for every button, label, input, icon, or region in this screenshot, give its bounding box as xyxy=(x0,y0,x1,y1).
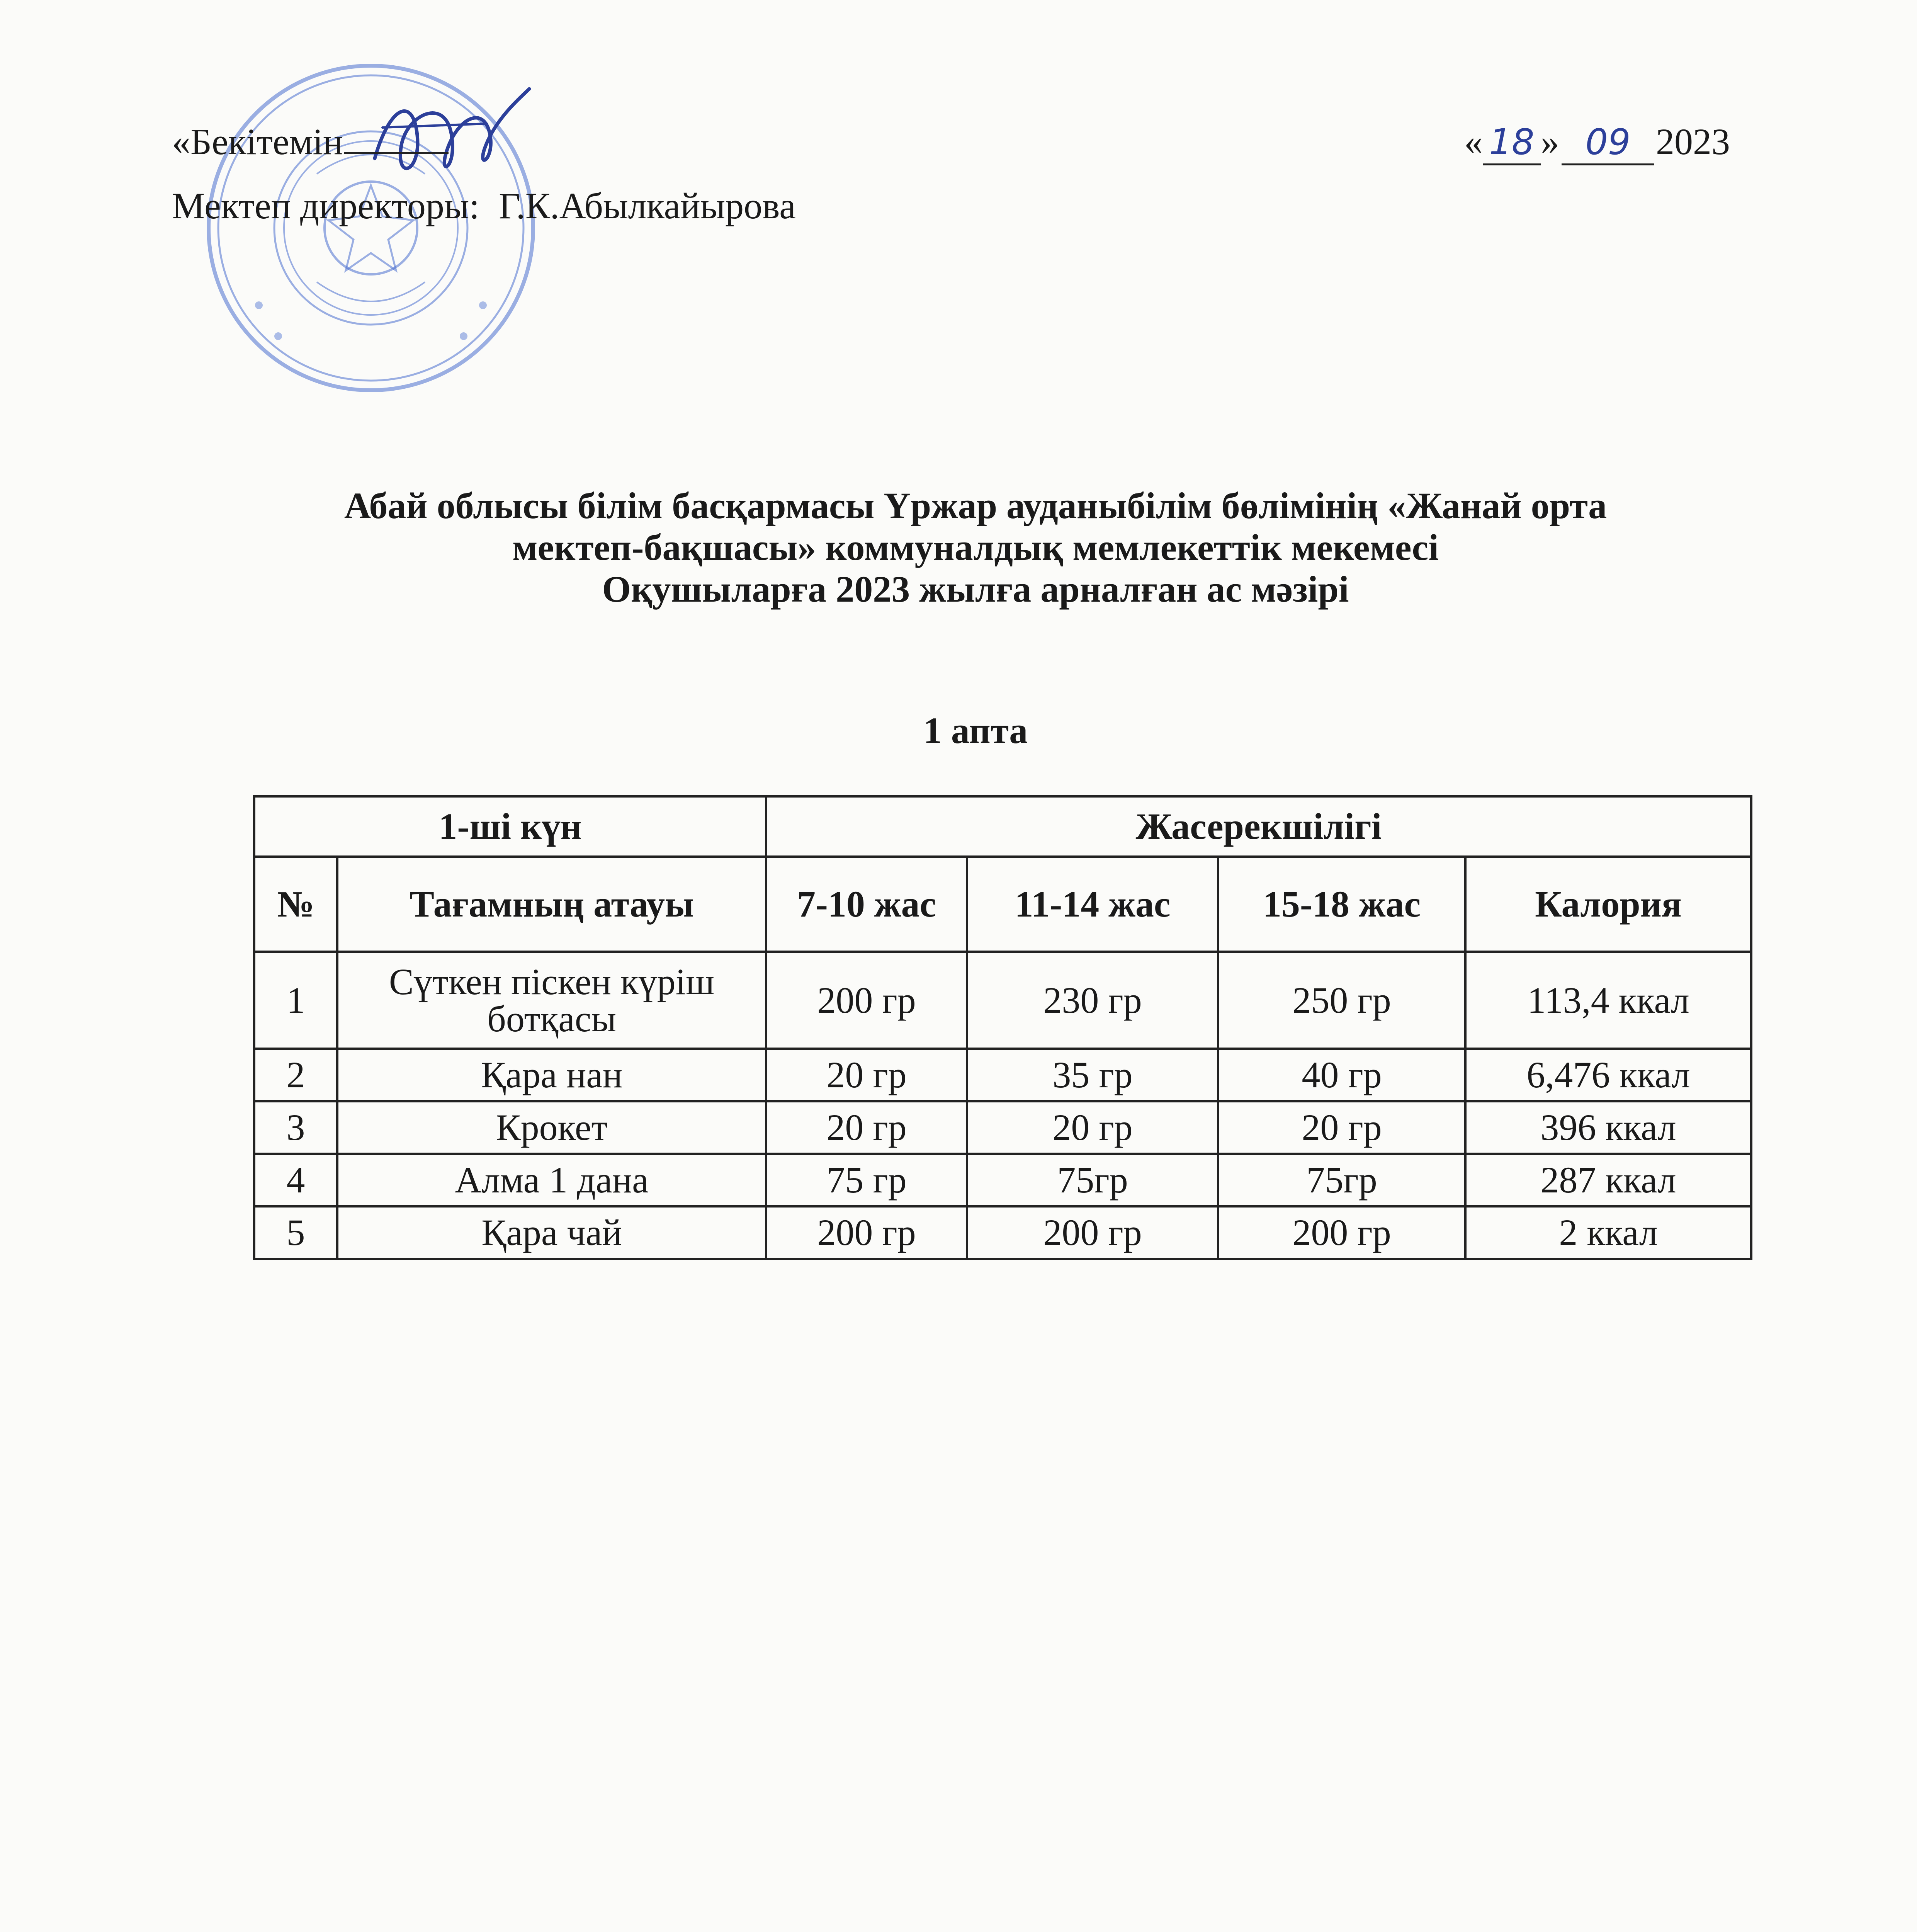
portion-11-14: 75гр xyxy=(967,1154,1218,1206)
portion-7-10: 75 гр xyxy=(766,1154,967,1206)
portion-15-18: 250 гр xyxy=(1218,952,1465,1049)
portion-15-18: 40 гр xyxy=(1218,1049,1465,1101)
portion-7-10: 200 гр xyxy=(766,952,967,1049)
table-row xyxy=(254,1206,1751,1259)
date-close-quote: » xyxy=(1541,121,1559,162)
portion-7-10: 20 гр xyxy=(766,1101,967,1154)
row-number: 5 xyxy=(254,1206,337,1259)
row-number: 1 xyxy=(254,952,337,1049)
dish-name: Сүткен піскен күріш ботқасы xyxy=(337,952,766,1049)
portion-11-14: 200 гр xyxy=(967,1206,1218,1259)
portion-7-10: 200 гр xyxy=(766,1206,967,1259)
col-header-calories: Калория xyxy=(1465,857,1751,952)
table-row xyxy=(254,1049,1751,1101)
col-header-age-11-14: 11-14 жас xyxy=(967,857,1218,952)
dish-name: Қара нан xyxy=(337,1049,766,1101)
calories: 2 ккал xyxy=(1465,1206,1751,1259)
portion-15-18: 20 гр xyxy=(1218,1101,1465,1154)
portion-11-14: 20 гр xyxy=(967,1101,1218,1154)
day-label: 1-ші күн xyxy=(254,796,766,857)
director-line xyxy=(172,185,796,227)
table-row xyxy=(254,1101,1751,1154)
age-group-label: Жасерекшілігі xyxy=(766,796,1751,857)
col-header-age-7-10: 7-10 жас xyxy=(766,857,967,952)
table-row xyxy=(254,952,1751,1049)
table-top-header-row xyxy=(254,796,1751,857)
row-number: 4 xyxy=(254,1154,337,1206)
title-line-1: Абай облысы білім басқармасы Үржар ауданыбілім бөлімінің «Жанай орта xyxy=(344,485,1607,526)
portion-15-18: 200 гр xyxy=(1218,1206,1465,1259)
approval-date xyxy=(1464,121,1730,165)
portion-7-10: 20 гр xyxy=(766,1049,967,1101)
title-line-3: Оқушыларға 2023 жылға арналған ас мәзірі xyxy=(602,568,1349,610)
director-name: Г.К.Абылкайырова xyxy=(499,185,796,226)
portion-11-14: 230 гр xyxy=(967,952,1218,1049)
week-label: 1 апта xyxy=(923,710,1028,751)
col-header-number: № xyxy=(254,857,337,952)
menu-table xyxy=(253,795,1752,1260)
col-header-dish-name: Тағамның атауы xyxy=(337,857,766,952)
dish-name: Алма 1 дана xyxy=(337,1154,766,1206)
table-column-header-row xyxy=(254,857,1751,952)
date-open-quote: « xyxy=(1464,121,1483,162)
col-header-age-15-18: 15-18 жас xyxy=(1218,857,1465,952)
calories: 396 ккал xyxy=(1465,1101,1751,1154)
approval-line xyxy=(172,121,449,163)
approve-label: «Бекітемін xyxy=(172,121,343,162)
table-row xyxy=(254,1154,1751,1206)
date-day: 18 xyxy=(1483,121,1541,165)
date-year: 2023 xyxy=(1656,121,1730,162)
row-number: 2 xyxy=(254,1049,337,1101)
dish-name: Қара чай xyxy=(337,1206,766,1259)
dish-name: Крокет xyxy=(337,1101,766,1154)
date-month: 09 xyxy=(1562,121,1654,165)
director-label: Мектеп директоры: xyxy=(172,185,480,226)
title-line-2: мектеп-бақшасы» коммуналдық мемлекеттік мекемесі xyxy=(512,527,1439,568)
row-number: 3 xyxy=(254,1101,337,1154)
portion-15-18: 75гр xyxy=(1218,1154,1465,1206)
school-seal-stamp xyxy=(201,58,541,398)
calories: 287 ккал xyxy=(1465,1154,1751,1206)
portion-11-14: 35 гр xyxy=(967,1049,1218,1101)
document-title xyxy=(232,485,1719,610)
signature-blank xyxy=(344,121,449,154)
calories: 113,4 ккал xyxy=(1465,952,1751,1049)
calories: 6,476 ккал xyxy=(1465,1049,1751,1101)
